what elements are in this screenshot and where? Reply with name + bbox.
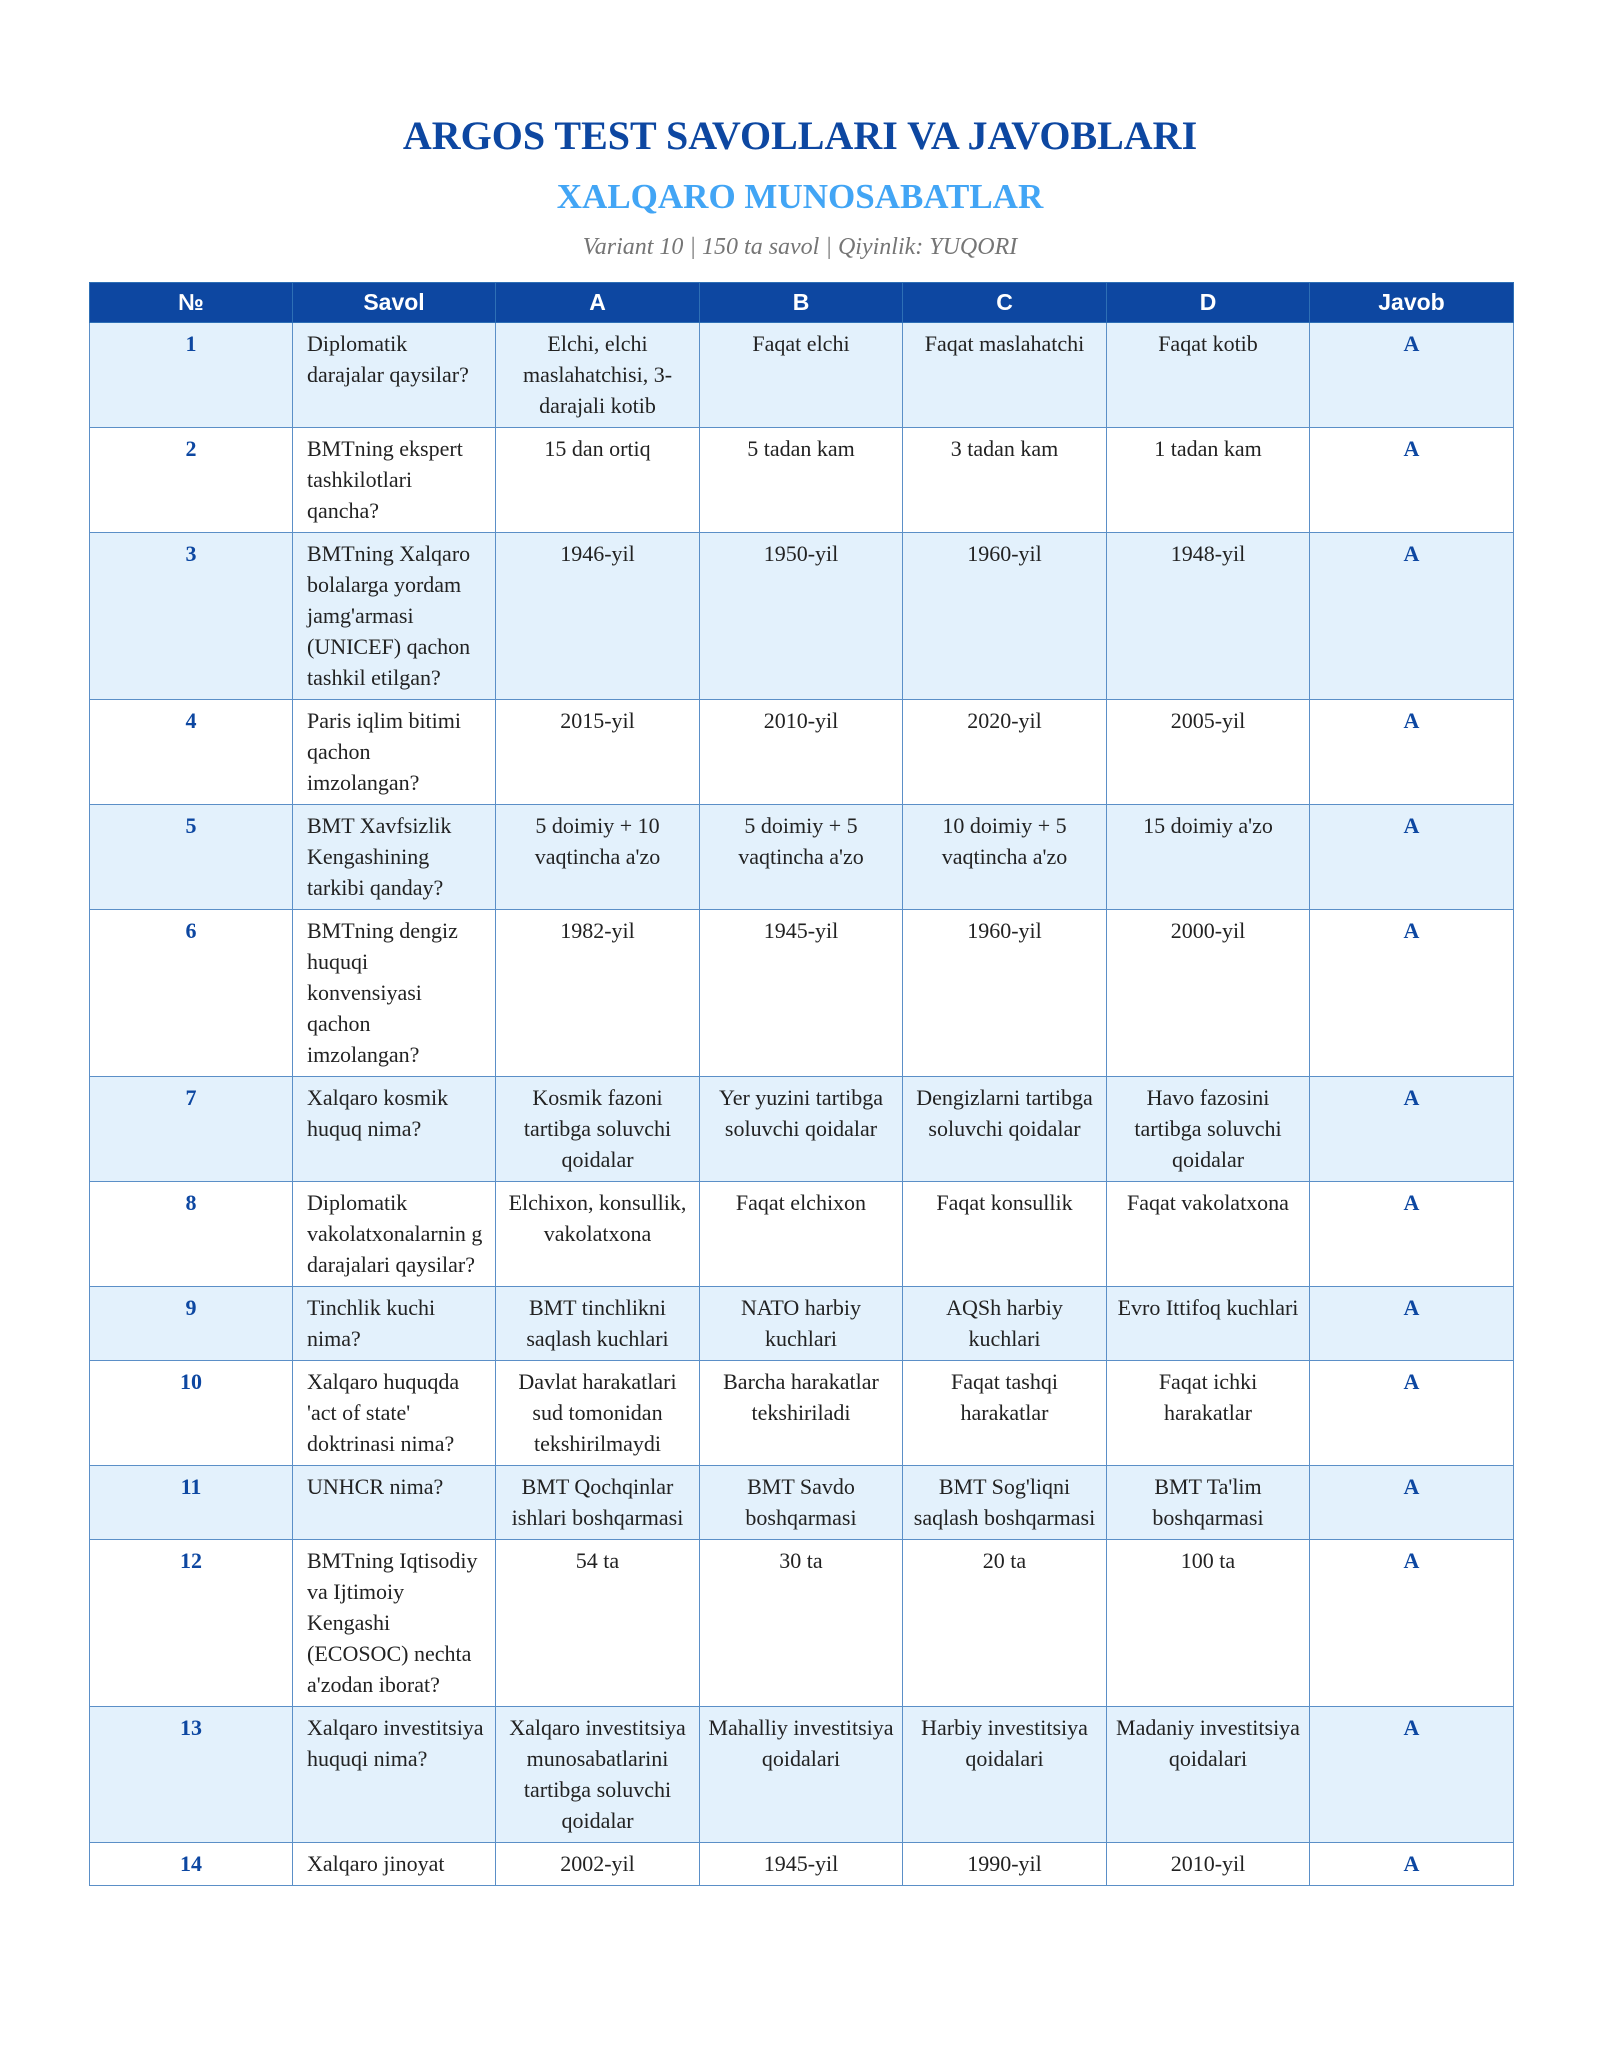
option-c: Faqat konsullik [903,1182,1107,1287]
correct-answer: A [1310,1361,1514,1466]
document-subtitle: XALQARO MUNOSABATLAR [556,177,1044,216]
option-b: 5 doimiy + 5 vaqtincha a'zo [700,805,903,910]
option-d: Madaniy investitsiya qoidalari [1107,1707,1310,1843]
header-number: № [90,283,293,323]
question-text: Xalqaro jinoyat [293,1843,496,1886]
option-d: Faqat kotib [1107,323,1310,428]
option-b: 5 tadan kam [700,428,903,533]
correct-answer: A [1310,428,1514,533]
question-text: BMTning Xalqaro bolalarga yordam jamg'armasi (UNICEF) qachon tashkil etilgan? [293,533,496,700]
option-a: Kosmik fazoni tartibga soluvchi qoidalar [496,1077,700,1182]
option-b: 2010-yil [700,700,903,805]
option-c: 20 ta [903,1540,1107,1707]
option-b: NATO harbiy kuchlari [700,1287,903,1361]
question-number: 3 [90,533,293,700]
table-row [90,428,1514,533]
option-a: 15 dan ortiq [496,428,700,533]
correct-answer: A [1310,1540,1514,1707]
question-number: 11 [90,1466,293,1540]
table-row [90,805,1514,910]
table-body [90,323,1514,1886]
option-d: BMT Ta'lim boshqarmasi [1107,1466,1310,1540]
table-row [90,1287,1514,1361]
option-c: 1990-yil [903,1843,1107,1886]
question-text: Xalqaro huquqda 'act of state' doktrinasi nima? [293,1361,496,1466]
variant-info: Variant 10 | 150 ta savol | Qiyinlik: YUQORI [582,234,1018,260]
table-row [90,910,1514,1077]
document-title: ARGOS TEST SAVOLLARI VA JAVOBLARI [402,113,1198,158]
option-d: 2005-yil [1107,700,1310,805]
question-number: 13 [90,1707,293,1843]
option-a: BMT tinchlikni saqlash kuchlari [496,1287,700,1361]
option-c: 10 doimiy + 5 vaqtincha a'zo [903,805,1107,910]
option-b: Barcha harakatlar tekshiriladi [700,1361,903,1466]
table-row [90,1843,1514,1886]
option-c: Harbiy investitsiya qoidalari [903,1707,1107,1843]
question-number: 6 [90,910,293,1077]
option-a: 2015-yil [496,700,700,805]
option-d: 1948-yil [1107,533,1310,700]
option-d: Faqat ichki harakatlar [1107,1361,1310,1466]
question-number: 2 [90,428,293,533]
correct-answer: A [1310,1182,1514,1287]
header-option-b: B [700,283,903,323]
option-d: 2000-yil [1107,910,1310,1077]
question-text: UNHCR nima? [293,1466,496,1540]
question-number: 9 [90,1287,293,1361]
correct-answer: A [1310,910,1514,1077]
option-d: 100 ta [1107,1540,1310,1707]
option-c: 1960-yil [903,533,1107,700]
option-b: 1945-yil [700,910,903,1077]
question-text: Paris iqlim bitimi qachon imzolangan? [293,700,496,805]
table-row [90,1361,1514,1466]
table-row [90,1466,1514,1540]
question-text: BMTning Iqtisodiy va Ijtimoiy Kengashi (ECOSOC) nechta a'zodan iborat? [293,1540,496,1707]
correct-answer: A [1310,323,1514,428]
table-row [90,1540,1514,1707]
table-row [90,323,1514,428]
table-row [90,533,1514,700]
question-text: Xalqaro kosmik huquq nima? [293,1077,496,1182]
table-row [90,1182,1514,1287]
question-number: 1 [90,323,293,428]
option-d: 1 tadan kam [1107,428,1310,533]
option-a: 1982-yil [496,910,700,1077]
question-text: BMTning dengiz huquqi konvensiyasi qachon imzolangan? [293,910,496,1077]
table-row [90,1707,1514,1843]
question-number: 4 [90,700,293,805]
option-d: 15 doimiy a'zo [1107,805,1310,910]
header-question: Savol [293,283,496,323]
option-a: 54 ta [496,1540,700,1707]
option-a: 1946-yil [496,533,700,700]
option-d: 2010-yil [1107,1843,1310,1886]
option-b: 30 ta [700,1540,903,1707]
option-a: Davlat harakatlari sud tomonidan tekshirilmaydi [496,1361,700,1466]
option-c: 1960-yil [903,910,1107,1077]
table-row [90,1077,1514,1182]
question-number: 10 [90,1361,293,1466]
correct-answer: A [1310,805,1514,910]
option-a: Elchixon, konsullik, vakolatxona [496,1182,700,1287]
option-c: Faqat maslahatchi [903,323,1107,428]
correct-answer: A [1310,533,1514,700]
option-a: Elchi, elchi maslahatchisi, 3-darajali kotib [496,323,700,428]
option-d: Evro Ittifoq kuchlari [1107,1287,1310,1361]
option-c: 3 tadan kam [903,428,1107,533]
option-a: BMT Qochqinlar ishlari boshqarmasi [496,1466,700,1540]
correct-answer: A [1310,1466,1514,1540]
option-a: Xalqaro investitsiya munosabatlarini tartibga soluvchi qoidalar [496,1707,700,1843]
table-row [90,700,1514,805]
question-number: 5 [90,805,293,910]
header-answer: Javob [1310,283,1514,323]
correct-answer: A [1310,700,1514,805]
questions-table [89,282,1514,1886]
option-c: AQSh harbiy kuchlari [903,1287,1107,1361]
option-b: 1950-yil [700,533,903,700]
header-option-a: A [496,283,700,323]
question-number: 7 [90,1077,293,1182]
option-b: Faqat elchixon [700,1182,903,1287]
option-b: 1945-yil [700,1843,903,1886]
correct-answer: A [1310,1843,1514,1886]
option-a: 5 doimiy + 10 vaqtincha a'zo [496,805,700,910]
option-c: BMT Sog'liqni saqlash boshqarmasi [903,1466,1107,1540]
question-text: Xalqaro investitsiya huquqi nima? [293,1707,496,1843]
question-number: 8 [90,1182,293,1287]
option-c: 2020-yil [903,700,1107,805]
question-number: 14 [90,1843,293,1886]
question-text: BMTning ekspert tashkilotlari qancha? [293,428,496,533]
question-text: Diplomatik darajalar qaysilar? [293,323,496,428]
option-d: Faqat vakolatxona [1107,1182,1310,1287]
option-c: Faqat tashqi harakatlar [903,1361,1107,1466]
option-a: 2002-yil [496,1843,700,1886]
correct-answer: A [1310,1287,1514,1361]
correct-answer: A [1310,1707,1514,1843]
question-text: Tinchlik kuchi nima? [293,1287,496,1361]
option-c: Dengizlarni tartibga soluvchi qoidalar [903,1077,1107,1182]
option-b: Yer yuzini tartibga soluvchi qoidalar [700,1077,903,1182]
header-option-d: D [1107,283,1310,323]
correct-answer: A [1310,1077,1514,1182]
question-text: Diplomatik vakolatxonalarnin g darajalari qaysilar? [293,1182,496,1287]
question-number: 12 [90,1540,293,1707]
option-b: BMT Savdo boshqarmasi [700,1466,903,1540]
table-header-row [90,283,1514,323]
option-b: Faqat elchi [700,323,903,428]
option-b: Mahalliy investitsiya qoidalari [700,1707,903,1843]
header-option-c: C [903,283,1107,323]
question-text: BMT Xavfsizlik Kengashining tarkibi qanday? [293,805,496,910]
option-d: Havo fazosini tartibga soluvchi qoidalar [1107,1077,1310,1182]
